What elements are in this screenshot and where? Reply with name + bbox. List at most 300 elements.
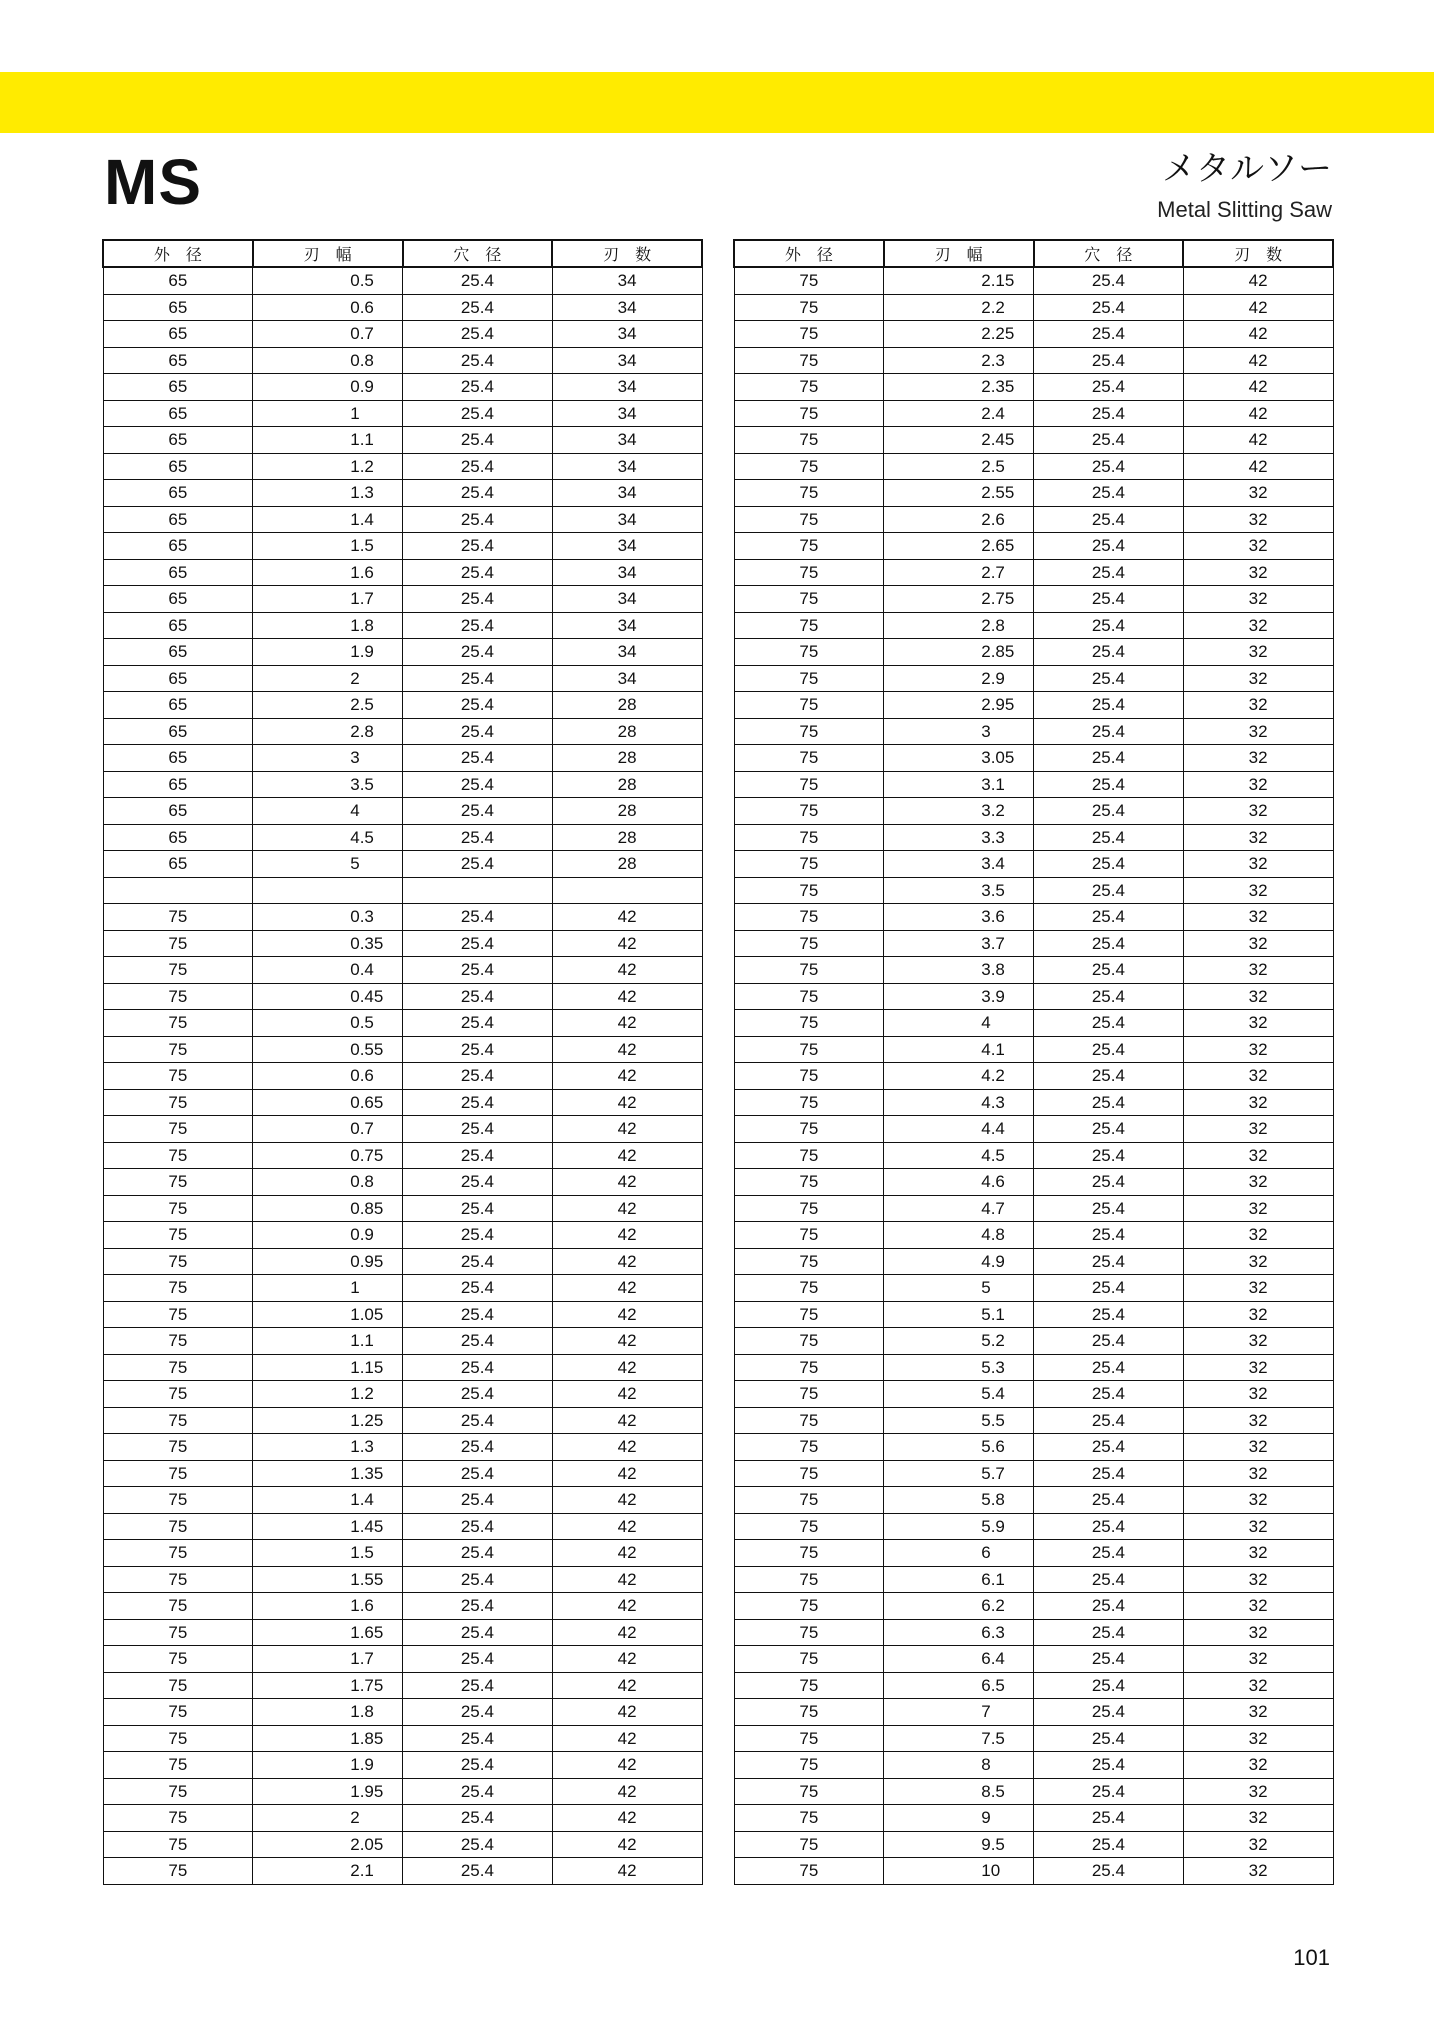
table-row — [734, 1619, 1333, 1646]
cell-outer-diameter: 75 — [734, 1778, 884, 1805]
cell-width: 5.4 — [884, 1381, 1034, 1408]
cell-width: 5.7 — [884, 1460, 1034, 1487]
cell-teeth: 42 — [552, 1010, 702, 1037]
cell-teeth: 42 — [552, 957, 702, 984]
cell-outer-diameter: 75 — [734, 1566, 884, 1593]
cell-teeth: 32 — [1183, 1725, 1333, 1752]
cell-teeth: 32 — [1183, 851, 1333, 878]
cell-width: 0.55 — [253, 1036, 403, 1063]
spec-table-right — [733, 239, 1334, 1885]
cell-width: 1 — [253, 400, 403, 427]
cell-width: 1 — [253, 1275, 403, 1302]
cell-width: 2.35 — [884, 374, 1034, 401]
cell-bore: 25.4 — [403, 1116, 553, 1143]
table-row — [734, 1036, 1333, 1063]
cell-bore: 25.4 — [403, 930, 553, 957]
table-row — [103, 1010, 702, 1037]
cell-width: 4.1 — [884, 1036, 1034, 1063]
cell-width: 2.85 — [884, 639, 1034, 666]
cell-teeth: 32 — [1183, 480, 1333, 507]
cell-width: 4.7 — [884, 1195, 1034, 1222]
cell-bore: 25.4 — [403, 1195, 553, 1222]
cell-teeth: 42 — [552, 1513, 702, 1540]
cell-outer-diameter: 75 — [103, 1725, 253, 1752]
cell-outer-diameter: 75 — [734, 1195, 884, 1222]
cell-bore: 25.4 — [1034, 798, 1184, 825]
cell-width: 2.2 — [884, 294, 1034, 321]
cell-teeth: 34 — [552, 453, 702, 480]
cell-outer-diameter: 75 — [734, 745, 884, 772]
cell-teeth: 32 — [1183, 1513, 1333, 1540]
cell-outer-diameter: 65 — [103, 586, 253, 613]
cell-outer-diameter: 75 — [734, 1434, 884, 1461]
cell-width: 1.4 — [253, 1487, 403, 1514]
cell-outer-diameter: 75 — [734, 904, 884, 931]
cell-teeth: 32 — [1183, 639, 1333, 666]
cell-outer-diameter: 75 — [103, 1460, 253, 1487]
cell-teeth: 32 — [1183, 1460, 1333, 1487]
table-row — [103, 267, 702, 294]
cell-outer-diameter: 65 — [103, 480, 253, 507]
cell-outer-diameter: 75 — [103, 1275, 253, 1302]
column-header-teeth: 刃 数 — [1183, 240, 1333, 267]
cell-outer-diameter: 65 — [103, 692, 253, 719]
table-row — [734, 798, 1333, 825]
cell-width: 0.8 — [253, 347, 403, 374]
cell-outer-diameter: 75 — [103, 1407, 253, 1434]
cell-bore: 25.4 — [1034, 347, 1184, 374]
cell-width: 0.95 — [253, 1248, 403, 1275]
cell-teeth: 34 — [552, 586, 702, 613]
cell-bore: 25.4 — [1034, 1089, 1184, 1116]
cell-teeth: 32 — [1183, 1593, 1333, 1620]
cell-bore: 25.4 — [1034, 745, 1184, 772]
table-row — [734, 1354, 1333, 1381]
cell-teeth: 42 — [552, 1540, 702, 1567]
cell-teeth: 32 — [1183, 745, 1333, 772]
cell-width: 6.4 — [884, 1646, 1034, 1673]
cell-teeth: 34 — [552, 267, 702, 294]
cell-teeth: 34 — [552, 612, 702, 639]
cell-bore: 25.4 — [1034, 453, 1184, 480]
table-row — [734, 506, 1333, 533]
cell-width: 3.1 — [884, 771, 1034, 798]
cell-outer-diameter: 75 — [734, 930, 884, 957]
cell-bore: 25.4 — [403, 1725, 553, 1752]
cell-teeth: 42 — [552, 1778, 702, 1805]
cell-teeth: 32 — [1183, 692, 1333, 719]
table-row — [103, 1725, 702, 1752]
cell-teeth: 42 — [552, 1328, 702, 1355]
cell-teeth: 42 — [552, 1169, 702, 1196]
cell-bore: 25.4 — [403, 1646, 553, 1673]
cell-outer-diameter: 75 — [103, 957, 253, 984]
cell-bore: 25.4 — [403, 665, 553, 692]
cell-width: 4.5 — [884, 1142, 1034, 1169]
cell-width: 5.3 — [884, 1354, 1034, 1381]
cell-outer-diameter: 75 — [734, 1725, 884, 1752]
cell-bore: 25.4 — [1034, 1116, 1184, 1143]
cell-width: 1.65 — [253, 1619, 403, 1646]
cell-teeth: 42 — [552, 1381, 702, 1408]
cell-teeth: 28 — [552, 798, 702, 825]
table-row — [103, 1036, 702, 1063]
cell-teeth: 32 — [1183, 877, 1333, 904]
cell-outer-diameter: 75 — [103, 1195, 253, 1222]
table-row — [103, 1089, 702, 1116]
cell-width: 1.8 — [253, 612, 403, 639]
cell-outer-diameter: 65 — [103, 851, 253, 878]
cell-outer-diameter: 75 — [103, 1778, 253, 1805]
table-row — [103, 1752, 702, 1779]
cell-bore: 25.4 — [1034, 1222, 1184, 1249]
cell-teeth: 42 — [552, 904, 702, 931]
cell-width: 3.2 — [884, 798, 1034, 825]
table-row — [103, 321, 702, 348]
cell-teeth: 42 — [552, 1195, 702, 1222]
cell-width: 4 — [884, 1010, 1034, 1037]
cell-bore: 25.4 — [1034, 1646, 1184, 1673]
cell-outer-diameter: 65 — [103, 374, 253, 401]
table-row — [734, 427, 1333, 454]
cell-teeth: 32 — [1183, 771, 1333, 798]
cell-outer-diameter: 75 — [103, 1699, 253, 1726]
cell-outer-diameter: 75 — [734, 586, 884, 613]
table-row — [103, 1593, 702, 1620]
cell-outer-diameter: 75 — [734, 1646, 884, 1673]
cell-bore: 25.4 — [403, 1248, 553, 1275]
cell-width: 5 — [253, 851, 403, 878]
cell-outer-diameter: 65 — [103, 427, 253, 454]
cell-outer-diameter: 65 — [103, 745, 253, 772]
cell-width: 1.05 — [253, 1301, 403, 1328]
cell-bore: 25.4 — [1034, 1540, 1184, 1567]
table-row — [103, 1487, 702, 1514]
table-row — [734, 1116, 1333, 1143]
cell-outer-diameter: 75 — [734, 1487, 884, 1514]
cell-bore: 25.4 — [1034, 533, 1184, 560]
table-row — [734, 1434, 1333, 1461]
cell-width: 9 — [884, 1805, 1034, 1832]
cell-width: 1.25 — [253, 1407, 403, 1434]
cell-teeth — [552, 877, 702, 904]
table-row — [734, 824, 1333, 851]
cell-teeth: 32 — [1183, 1195, 1333, 1222]
cell-outer-diameter: 75 — [734, 427, 884, 454]
table-row — [103, 1566, 702, 1593]
cell-outer-diameter: 75 — [734, 1142, 884, 1169]
cell-teeth: 32 — [1183, 1566, 1333, 1593]
cell-bore: 25.4 — [1034, 718, 1184, 745]
cell-teeth: 42 — [552, 1036, 702, 1063]
cell-bore: 25.4 — [403, 1328, 553, 1355]
cell-outer-diameter: 75 — [734, 1460, 884, 1487]
cell-bore: 25.4 — [403, 798, 553, 825]
cell-width: 3.3 — [884, 824, 1034, 851]
cell-teeth: 42 — [552, 1460, 702, 1487]
cell-outer-diameter: 75 — [734, 639, 884, 666]
cell-teeth: 32 — [1183, 1169, 1333, 1196]
table-row — [103, 930, 702, 957]
cell-bore: 25.4 — [1034, 1248, 1184, 1275]
cell-teeth: 42 — [552, 1805, 702, 1832]
cell-teeth: 32 — [1183, 1063, 1333, 1090]
table-row — [734, 1381, 1333, 1408]
cell-teeth: 32 — [1183, 1248, 1333, 1275]
cell-teeth: 32 — [1183, 1301, 1333, 1328]
cell-outer-diameter: 75 — [103, 1858, 253, 1885]
cell-outer-diameter: 65 — [103, 798, 253, 825]
cell-teeth: 42 — [552, 1752, 702, 1779]
cell-bore: 25.4 — [403, 745, 553, 772]
table-row — [734, 1752, 1333, 1779]
cell-width: 4.8 — [884, 1222, 1034, 1249]
cell-bore: 25.4 — [1034, 1010, 1184, 1037]
cell-bore: 25.4 — [1034, 1566, 1184, 1593]
table-row — [734, 718, 1333, 745]
table-row — [103, 1805, 702, 1832]
page-number: 101 — [1293, 1945, 1330, 1970]
table-row — [734, 1248, 1333, 1275]
cell-width: 2.05 — [253, 1831, 403, 1858]
cell-teeth: 32 — [1183, 1540, 1333, 1567]
cell-outer-diameter: 75 — [734, 877, 884, 904]
cell-teeth: 28 — [552, 824, 702, 851]
cell-bore: 25.4 — [403, 1858, 553, 1885]
table-row — [734, 1142, 1333, 1169]
cell-teeth: 42 — [552, 930, 702, 957]
cell-teeth: 32 — [1183, 1487, 1333, 1514]
cell-bore: 25.4 — [403, 1407, 553, 1434]
cell-width: 1.55 — [253, 1566, 403, 1593]
cell-bore: 25.4 — [1034, 639, 1184, 666]
cell-outer-diameter: 75 — [734, 506, 884, 533]
table-row — [103, 1328, 702, 1355]
cell-teeth: 32 — [1183, 612, 1333, 639]
cell-bore: 25.4 — [403, 427, 553, 454]
cell-outer-diameter: 75 — [103, 1381, 253, 1408]
table-row — [734, 957, 1333, 984]
cell-width: 1.2 — [253, 453, 403, 480]
cell-teeth: 32 — [1183, 1010, 1333, 1037]
cell-teeth: 32 — [1183, 1275, 1333, 1302]
table-header-row — [734, 240, 1333, 267]
cell-outer-diameter: 75 — [734, 480, 884, 507]
cell-bore: 25.4 — [1034, 1354, 1184, 1381]
table-row — [734, 480, 1333, 507]
cell-outer-diameter: 75 — [734, 1036, 884, 1063]
cell-outer-diameter: 75 — [734, 294, 884, 321]
cell-outer-diameter: 65 — [103, 612, 253, 639]
cell-width: 6.5 — [884, 1672, 1034, 1699]
cell-teeth: 34 — [552, 506, 702, 533]
cell-teeth: 32 — [1183, 1354, 1333, 1381]
cell-width: 1.45 — [253, 1513, 403, 1540]
cell-bore: 25.4 — [1034, 1434, 1184, 1461]
cell-width: 0.4 — [253, 957, 403, 984]
cell-bore: 25.4 — [1034, 1619, 1184, 1646]
table-row — [103, 824, 702, 851]
table-row — [734, 347, 1333, 374]
cell-width: 4.4 — [884, 1116, 1034, 1143]
cell-bore: 25.4 — [1034, 1328, 1184, 1355]
cell-outer-diameter: 65 — [103, 506, 253, 533]
cell-teeth: 42 — [552, 1858, 702, 1885]
cell-width: 1.15 — [253, 1354, 403, 1381]
cell-bore: 25.4 — [1034, 1725, 1184, 1752]
column-header-outer-diameter: 外 径 — [103, 240, 253, 267]
table-row — [103, 533, 702, 560]
cell-teeth: 28 — [552, 771, 702, 798]
cell-bore: 25.4 — [403, 692, 553, 719]
cell-bore: 25.4 — [1034, 1778, 1184, 1805]
cell-width: 1.3 — [253, 1434, 403, 1461]
cell-teeth: 34 — [552, 294, 702, 321]
table-row — [734, 1672, 1333, 1699]
cell-bore: 25.4 — [403, 294, 553, 321]
table-row — [734, 1010, 1333, 1037]
cell-teeth: 42 — [552, 1142, 702, 1169]
cell-outer-diameter: 75 — [734, 771, 884, 798]
cell-width: 3 — [253, 745, 403, 772]
cell-width: 0.3 — [253, 904, 403, 931]
cell-bore: 25.4 — [403, 1699, 553, 1726]
product-code: MS — [104, 146, 202, 218]
cell-teeth: 28 — [552, 718, 702, 745]
cell-bore: 25.4 — [403, 639, 553, 666]
cell-width: 4.5 — [253, 824, 403, 851]
cell-outer-diameter: 75 — [103, 1328, 253, 1355]
cell-teeth: 42 — [1183, 321, 1333, 348]
cell-bore: 25.4 — [1034, 294, 1184, 321]
header-band — [0, 72, 1434, 133]
cell-width: 3.4 — [884, 851, 1034, 878]
cell-outer-diameter: 75 — [734, 1805, 884, 1832]
cell-teeth: 42 — [552, 1619, 702, 1646]
cell-outer-diameter: 75 — [103, 1646, 253, 1673]
table-row — [734, 453, 1333, 480]
cell-width: 4 — [253, 798, 403, 825]
cell-teeth: 32 — [1183, 1619, 1333, 1646]
cell-width: 8.5 — [884, 1778, 1034, 1805]
cell-outer-diameter: 75 — [734, 1354, 884, 1381]
cell-bore: 25.4 — [1034, 771, 1184, 798]
table-row — [103, 798, 702, 825]
cell-bore: 25.4 — [403, 1805, 553, 1832]
table-row — [734, 1646, 1333, 1673]
cell-outer-diameter: 75 — [734, 851, 884, 878]
cell-bore: 25.4 — [1034, 400, 1184, 427]
table-row — [103, 1778, 702, 1805]
cell-bore: 25.4 — [1034, 877, 1184, 904]
cell-teeth: 32 — [1183, 1089, 1333, 1116]
cell-outer-diameter: 65 — [103, 294, 253, 321]
table-row — [734, 1858, 1333, 1885]
cell-outer-diameter: 65 — [103, 453, 253, 480]
cell-teeth: 32 — [1183, 1646, 1333, 1673]
table-row — [734, 1593, 1333, 1620]
cell-bore: 25.4 — [1034, 904, 1184, 931]
cell-bore — [403, 877, 553, 904]
cell-bore: 25.4 — [403, 1036, 553, 1063]
table-row — [734, 400, 1333, 427]
cell-width: 6.2 — [884, 1593, 1034, 1620]
cell-teeth: 32 — [1183, 533, 1333, 560]
cell-bore: 25.4 — [1034, 427, 1184, 454]
table-row — [103, 1460, 702, 1487]
table-row — [734, 1407, 1333, 1434]
cell-bore: 25.4 — [403, 480, 553, 507]
cell-teeth: 32 — [1183, 1222, 1333, 1249]
cell-bore: 25.4 — [1034, 1275, 1184, 1302]
table-row — [103, 1646, 702, 1673]
cell-outer-diameter: 75 — [734, 718, 884, 745]
cell-width: 1.75 — [253, 1672, 403, 1699]
cell-teeth: 32 — [1183, 586, 1333, 613]
table-row — [103, 1619, 702, 1646]
cell-teeth: 32 — [1183, 798, 1333, 825]
cell-bore: 25.4 — [403, 1540, 553, 1567]
cell-outer-diameter: 75 — [734, 453, 884, 480]
cell-width: 2.65 — [884, 533, 1034, 560]
cell-teeth: 32 — [1183, 1142, 1333, 1169]
cell-teeth: 32 — [1183, 1328, 1333, 1355]
cell-teeth: 32 — [1183, 665, 1333, 692]
cell-bore: 25.4 — [1034, 1063, 1184, 1090]
cell-outer-diameter: 75 — [103, 904, 253, 931]
cell-bore: 25.4 — [403, 400, 553, 427]
cell-bore: 25.4 — [403, 1089, 553, 1116]
cell-width: 1.3 — [253, 480, 403, 507]
cell-teeth: 32 — [1183, 1036, 1333, 1063]
table-row — [734, 533, 1333, 560]
cell-teeth: 32 — [1183, 1778, 1333, 1805]
table-row — [103, 718, 702, 745]
table-row — [103, 400, 702, 427]
cell-outer-diameter: 75 — [103, 1222, 253, 1249]
cell-bore: 25.4 — [403, 957, 553, 984]
cell-teeth: 42 — [552, 1699, 702, 1726]
table-row — [734, 1805, 1333, 1832]
cell-width: 3 — [884, 718, 1034, 745]
cell-outer-diameter: 75 — [103, 1566, 253, 1593]
table-row — [103, 1248, 702, 1275]
cell-outer-diameter: 75 — [734, 374, 884, 401]
cell-width: 2.8 — [253, 718, 403, 745]
cell-width: 0.5 — [253, 267, 403, 294]
cell-width: 2.75 — [884, 586, 1034, 613]
cell-teeth: 42 — [552, 1248, 702, 1275]
cell-outer-diameter: 65 — [103, 559, 253, 586]
cell-outer-diameter: 75 — [734, 1089, 884, 1116]
table-row — [103, 612, 702, 639]
cell-teeth: 32 — [1183, 983, 1333, 1010]
cell-teeth: 42 — [552, 1275, 702, 1302]
cell-outer-diameter: 75 — [734, 1116, 884, 1143]
cell-outer-diameter: 75 — [103, 1142, 253, 1169]
cell-outer-diameter: 65 — [103, 400, 253, 427]
spec-table-left — [102, 239, 703, 1885]
cell-outer-diameter: 65 — [103, 639, 253, 666]
cell-width: 4.3 — [884, 1089, 1034, 1116]
cell-width: 0.85 — [253, 1195, 403, 1222]
table-row — [103, 1063, 702, 1090]
cell-outer-diameter: 65 — [103, 321, 253, 348]
table-row — [103, 427, 702, 454]
table-row — [734, 1513, 1333, 1540]
cell-bore: 25.4 — [1034, 612, 1184, 639]
cell-outer-diameter: 75 — [734, 533, 884, 560]
